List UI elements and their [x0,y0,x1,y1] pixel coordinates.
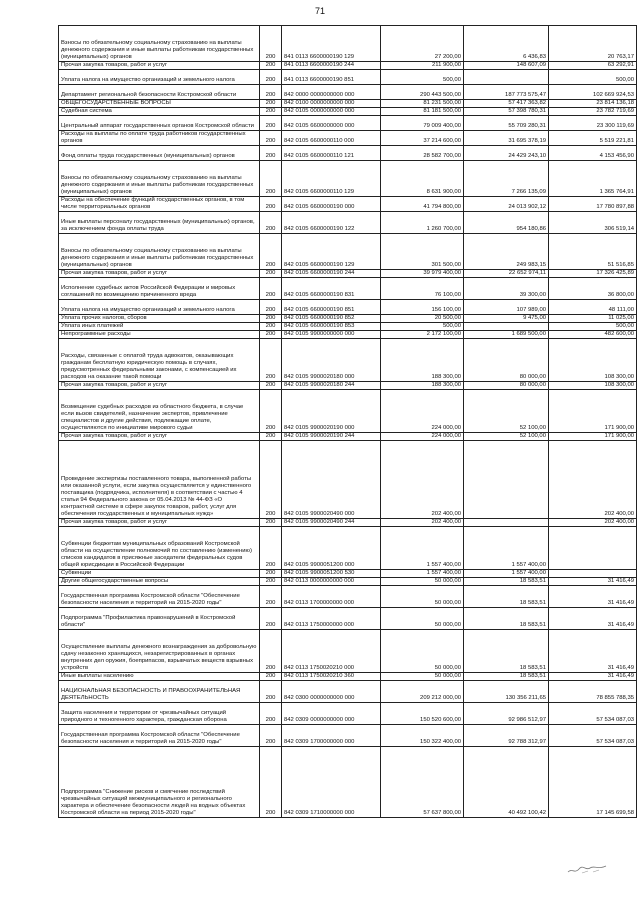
row-name-cell: Государственная программа Костромской области "Обеспечение безопасности населения и территорий на 2015-2020 годы" [59,725,260,747]
row-remaining-cell: 171 900,00 [549,433,637,441]
row-approved-cell: 39 979 400,00 [381,270,464,278]
row-name-cell: Прочая закупка товаров, работ и услуг [59,382,260,390]
table-row [59,100,637,108]
budget-table [58,25,637,818]
row-executed-cell: 18 583,51 [464,630,549,673]
row-approved-cell: 209 212 000,00 [381,681,464,703]
row-remaining-cell: 23 782 719,69 [549,108,637,116]
row-code-cell: 200 [260,70,282,85]
row-code-cell: 200 [260,382,282,390]
row-name-cell: Прочая закупка товаров, работ и услуг [59,519,260,527]
row-executed-cell: 1 557 400,00 [464,527,549,570]
row-executed-cell: 18 583,51 [464,673,549,681]
row-remaining-cell: 17 780 897,88 [549,197,637,212]
row-classification-cell: 842 0105 6600000110 129 [282,161,381,197]
row-approved-cell: 224 000,00 [381,433,464,441]
row-classification-cell: 842 0309 1710000000 000 [282,747,381,818]
row-classification-cell: 842 0309 1700000000 000 [282,725,381,747]
table-row [59,586,637,608]
row-name-cell: Центральный аппарат государственных органов Костромской области [59,116,260,131]
row-code-cell: 200 [260,586,282,608]
row-remaining-cell: 57 534 087,03 [549,725,637,747]
row-classification-cell: 842 0105 6600000190 000 [282,197,381,212]
row-code-cell: 200 [260,390,282,433]
row-approved-cell: 150 520 600,00 [381,703,464,725]
row-remaining-cell: 500,00 [549,323,637,331]
row-code-cell: 200 [260,197,282,212]
row-code-cell: 200 [260,100,282,108]
row-name-cell: Другие общегосударственные вопросы [59,578,260,586]
row-name-cell: Защита населения и территории от чрезвычайных ситуаций природного и техногенного характера, гражданская оборона [59,703,260,725]
row-approved-cell: 188 300,00 [381,382,464,390]
row-classification-cell: 842 0113 1750020210 000 [282,630,381,673]
row-approved-cell: 28 582 700,00 [381,146,464,161]
row-code-cell: 200 [260,234,282,270]
row-approved-cell: 211 900,00 [381,62,464,70]
row-executed-cell: 107 989,00 [464,300,549,315]
table-row [59,441,637,519]
row-classification-cell: 842 0105 6600000000 000 [282,116,381,131]
row-remaining-cell: 108 300,00 [549,339,637,382]
row-classification-cell: 841 0113 6600000190 244 [282,62,381,70]
row-remaining-cell: 31 416,49 [549,578,637,586]
row-remaining-cell: 5 519 221,81 [549,131,637,146]
row-name-cell: Непрограммные расходы [59,331,260,339]
row-code-cell: 200 [260,630,282,673]
table-body [59,26,637,818]
row-remaining-cell: 36 800,00 [549,278,637,300]
row-approved-cell: 8 631 900,00 [381,161,464,197]
row-approved-cell: 50 000,00 [381,673,464,681]
row-approved-cell: 224 000,00 [381,390,464,433]
row-code-cell: 200 [260,570,282,578]
row-approved-cell: 500,00 [381,323,464,331]
row-approved-cell: 81 231 500,00 [381,100,464,108]
row-name-cell: Взносы по обязательному социальному страхованию на выплаты денежного содержания и иные выплаты работникам государственных (муниципальных) органов [59,234,260,270]
row-classification-cell: 842 0100 0000000000 000 [282,100,381,108]
row-name-cell: НАЦИОНАЛЬНАЯ БЕЗОПАСНОСТЬ И ПРАВООХРАНИТЕЛЬНАЯ ДЕЯТЕЛЬНОСТЬ [59,681,260,703]
row-remaining-cell: 20 763,17 [549,26,637,62]
row-remaining-cell: 500,00 [549,70,637,85]
row-executed-cell: 57 398 780,31 [464,108,549,116]
row-code-cell: 200 [260,315,282,323]
row-executed-cell: 80 000,00 [464,382,549,390]
table-row [59,382,637,390]
row-code-cell: 200 [260,212,282,234]
row-remaining-cell: 202 400,00 [549,519,637,527]
row-classification-cell: 842 0105 9900000000 000 [282,331,381,339]
row-remaining-cell: 482 600,00 [549,331,637,339]
row-code-cell: 200 [260,331,282,339]
table-row [59,70,637,85]
row-classification-cell: 842 0105 9900020180 000 [282,339,381,382]
row-approved-cell: 1 557 400,00 [381,570,464,578]
row-executed-cell: 92 788 312,97 [464,725,549,747]
row-approved-cell: 50 000,00 [381,586,464,608]
row-remaining-cell: 31 416,49 [549,673,637,681]
row-name-cell: Прочая закупка товаров, работ и услуг [59,62,260,70]
row-classification-cell: 842 0105 6600000190 853 [282,323,381,331]
table-row [59,116,637,131]
row-code-cell: 200 [260,519,282,527]
row-name-cell: Субвенции [59,570,260,578]
row-classification-cell: 842 0000 0000000000 000 [282,85,381,100]
row-classification-cell: 842 0105 6600000190 244 [282,270,381,278]
table-row [59,578,637,586]
row-code-cell: 200 [260,278,282,300]
row-code-cell: 200 [260,725,282,747]
row-classification-cell: 842 0105 6600000110 121 [282,146,381,161]
row-name-cell: Иные выплаты персоналу государственных (муниципальных) органов, за исключением фонда оплаты труда [59,212,260,234]
row-code-cell: 200 [260,116,282,131]
row-name-cell: Подпрограмма "Профилактика правонарушений в Костромской области" [59,608,260,630]
row-approved-cell: 27 200,00 [381,26,464,62]
row-classification-cell: 841 0113 6600000190 129 [282,26,381,62]
row-code-cell: 200 [260,62,282,70]
table-row [59,673,637,681]
row-executed-cell: 31 695 378,19 [464,131,549,146]
table-row [59,270,637,278]
row-approved-cell: 1 260 700,00 [381,212,464,234]
table-row [59,234,637,270]
row-approved-cell: 150 322 400,00 [381,725,464,747]
row-remaining-cell: 48 111,00 [549,300,637,315]
row-name-cell: Взносы по обязательному социальному страхованию на выплаты денежного содержания и иные выплаты работникам государственных (муниципальных) органов [59,26,260,62]
row-approved-cell: 290 443 500,00 [381,85,464,100]
row-executed-cell: 954 180,86 [464,212,549,234]
table-row [59,331,637,339]
row-classification-cell: 842 0113 0000000000 000 [282,578,381,586]
row-name-cell: Расходы на выплаты по оплате труда работников государственных органов [59,131,260,146]
row-executed-cell [464,70,549,85]
row-name-cell: Уплата налога на имущество организаций и земельного налога [59,70,260,85]
row-remaining-cell: 23 300 119,69 [549,116,637,131]
row-classification-cell: 842 0105 9900020190 244 [282,433,381,441]
row-approved-cell: 50 000,00 [381,578,464,586]
table-row [59,131,637,146]
row-code-cell: 200 [260,300,282,315]
row-name-cell: Подпрограмма "Снижение рисков и смягчение последствий чрезвычайных ситуаций межмуниципального и регионального характера и обеспечение безопасности людей на водных объектах Костромской области на период 2015-2020 годы" [59,747,260,818]
table-row [59,630,637,673]
row-approved-cell: 79 009 400,00 [381,116,464,131]
row-remaining-cell: 171 900,00 [549,390,637,433]
row-executed-cell: 130 356 211,65 [464,681,549,703]
row-executed-cell: 249 983,15 [464,234,549,270]
row-approved-cell: 202 400,00 [381,519,464,527]
table-row [59,681,637,703]
row-executed-cell: 7 266 135,09 [464,161,549,197]
row-approved-cell: 76 100,00 [381,278,464,300]
row-remaining-cell [549,570,637,578]
row-executed-cell: 57 417 363,82 [464,100,549,108]
table-row [59,85,637,100]
row-code-cell: 200 [260,441,282,519]
row-name-cell: ОБЩЕГОСУДАРСТВЕННЫЕ ВОПРОСЫ [59,100,260,108]
row-approved-cell: 202 400,00 [381,441,464,519]
row-remaining-cell: 11 025,00 [549,315,637,323]
row-code-cell: 200 [260,339,282,382]
row-classification-cell: 842 0105 0000000000 000 [282,108,381,116]
row-executed-cell: 148 607,09 [464,62,549,70]
row-classification-cell: 842 0113 1750000000 000 [282,608,381,630]
row-code-cell: 200 [260,323,282,331]
row-remaining-cell: 31 416,49 [549,630,637,673]
row-name-cell: Судебная система [59,108,260,116]
row-classification-cell: 842 0105 6600000190 851 [282,300,381,315]
row-code-cell: 200 [260,608,282,630]
table-row [59,747,637,818]
row-code-cell: 200 [260,747,282,818]
row-remaining-cell [549,527,637,570]
table-row [59,725,637,747]
table-row [59,527,637,570]
table-row [59,146,637,161]
row-classification-cell: 842 0300 0000000000 000 [282,681,381,703]
row-executed-cell: 9 475,00 [464,315,549,323]
row-code-cell: 200 [260,681,282,703]
row-executed-cell [464,519,549,527]
row-approved-cell: 57 637 800,00 [381,747,464,818]
row-classification-cell: 842 0113 1750020210 360 [282,673,381,681]
row-classification-cell: 841 0113 6600000190 851 [282,70,381,85]
row-approved-cell: 50 000,00 [381,608,464,630]
row-approved-cell: 188 300,00 [381,339,464,382]
row-remaining-cell: 102 669 924,53 [549,85,637,100]
row-name-cell: Взносы по обязательному социальному страхованию на выплаты денежного содержания и иные выплаты работникам государственных (муниципальных) органов [59,161,260,197]
row-approved-cell: 2 172 100,00 [381,331,464,339]
row-code-cell: 200 [260,433,282,441]
row-approved-cell: 41 794 800,00 [381,197,464,212]
row-name-cell: Уплата иных платежей [59,323,260,331]
row-executed-cell: 1 557 400,00 [464,570,549,578]
table-row [59,433,637,441]
row-approved-cell: 500,00 [381,70,464,85]
row-remaining-cell: 108 300,00 [549,382,637,390]
row-remaining-cell: 51 516,85 [549,234,637,270]
row-executed-cell: 92 986 512,97 [464,703,549,725]
row-name-cell: Фонд оплаты труда государственных (муниципальных) органов [59,146,260,161]
row-executed-cell: 1 689 500,00 [464,331,549,339]
row-classification-cell: 842 0309 0000000000 000 [282,703,381,725]
row-code-cell: 200 [260,578,282,586]
row-remaining-cell: 4 153 456,90 [549,146,637,161]
row-remaining-cell: 1 365 764,91 [549,161,637,197]
row-executed-cell: 40 492 100,42 [464,747,549,818]
row-remaining-cell: 57 534 087,03 [549,703,637,725]
table-row [59,570,637,578]
row-name-cell: Уплата прочих налогов, сборов [59,315,260,323]
row-remaining-cell: 31 416,49 [549,586,637,608]
table-row [59,212,637,234]
table-row [59,26,637,62]
table-row [59,339,637,382]
row-name-cell: Иные выплаты населению [59,673,260,681]
table-row [59,300,637,315]
row-executed-cell [464,441,549,519]
row-executed-cell: 52 100,00 [464,433,549,441]
row-approved-cell: 50 000,00 [381,630,464,673]
row-executed-cell: 187 773 575,47 [464,85,549,100]
row-executed-cell: 24 013 902,12 [464,197,549,212]
row-remaining-cell: 306 519,14 [549,212,637,234]
row-approved-cell: 1 557 400,00 [381,527,464,570]
row-name-cell: Департамент региональной безопасности Костромской области [59,85,260,100]
row-remaining-cell: 23 814 136,18 [549,100,637,108]
row-code-cell: 200 [260,131,282,146]
row-classification-cell: 842 0105 9900020180 244 [282,382,381,390]
row-classification-cell: 842 0105 6600000190 122 [282,212,381,234]
table-row [59,161,637,197]
table-row [59,62,637,70]
row-remaining-cell: 17 145 699,58 [549,747,637,818]
row-code-cell: 200 [260,26,282,62]
row-code-cell: 200 [260,146,282,161]
row-executed-cell: 6 436,83 [464,26,549,62]
row-name-cell: Прочая закупка товаров, работ и услуг [59,270,260,278]
row-name-cell: Субвенции бюджетам муниципальных образований Костромской области на осуществление полномочий по составлению (изменению) списков кандидатов в присяжные заседатели федеральных судов общей юрисдикции в Российской Федерации [59,527,260,570]
table-row [59,197,637,212]
row-classification-cell: 842 0105 9900020190 000 [282,390,381,433]
row-name-cell: Уплата налога на имущество организаций и земельного налога [59,300,260,315]
row-name-cell: Расходы на обеспечение функций государственных органов, в том числе территориальных органов [59,197,260,212]
row-name-cell: Проведение экспертизы поставленного товара, выполненной работы или оказанной услуги, если закупка осуществляется у единственного поставщика (подрядчика, исполнителя) в соответствии с частью 4 статьи 94 Федерального закона от 05.04.2013 № 44-ФЗ «О контрактной системе в сфере закупок товаров, работ, услуг для обеспечения государственных и муниципальных нужд» [59,441,260,519]
row-classification-cell: 842 0105 9900051200 530 [282,570,381,578]
row-executed-cell: 52 100,00 [464,390,549,433]
row-approved-cell: 156 100,00 [381,300,464,315]
row-approved-cell: 20 500,00 [381,315,464,323]
row-name-cell: Исполнение судебных актов Российской Федерации и мировых соглашений по возмещению причиненного вреда [59,278,260,300]
row-executed-cell: 22 652 974,11 [464,270,549,278]
row-executed-cell: 24 429 243,10 [464,146,549,161]
row-remaining-cell: 63 292,91 [549,62,637,70]
table-row [59,323,637,331]
row-code-cell: 200 [260,527,282,570]
row-name-cell: Государственная программа Костромской области "Обеспечение безопасности населения и территорий на 2015-2020 годы" [59,586,260,608]
row-classification-cell: 842 0105 6600000190 831 [282,278,381,300]
row-code-cell: 200 [260,85,282,100]
row-executed-cell: 39 300,00 [464,278,549,300]
row-name-cell: Прочая закупка товаров, работ и услуг [59,433,260,441]
row-remaining-cell: 17 326 425,89 [549,270,637,278]
row-code-cell: 200 [260,161,282,197]
row-name-cell: Осуществление выплаты денежного вознаграждения за добровольную сдачу незаконно хранящихся, незарегистрированных в органах внутренних дел оружия, боеприпасов, взрывчатых веществ взрывных устройств [59,630,260,673]
table-row [59,703,637,725]
table-row [59,608,637,630]
row-approved-cell: 81 181 500,00 [381,108,464,116]
table-row [59,278,637,300]
row-classification-cell: 842 0105 9900051200 000 [282,527,381,570]
row-classification-cell: 842 0105 9900020490 000 [282,441,381,519]
row-code-cell: 200 [260,108,282,116]
row-name-cell: Расходы, связанные с оплатой труда адвокатов, оказывающих гражданам бесплатную юридическую помощь в случаях, предусмотренных федеральными законами, с компенсацией их расходов на оказание такой помощи [59,339,260,382]
row-executed-cell: 18 583,51 [464,586,549,608]
row-executed-cell: 80 000,00 [464,339,549,382]
row-classification-cell: 842 0105 6600000110 000 [282,131,381,146]
row-executed-cell [464,323,549,331]
row-approved-cell: 37 214 600,00 [381,131,464,146]
row-executed-cell: 55 709 280,31 [464,116,549,131]
row-remaining-cell: 78 855 788,35 [549,681,637,703]
row-approved-cell: 301 500,00 [381,234,464,270]
table-row [59,390,637,433]
row-classification-cell: 842 0105 6600000190 852 [282,315,381,323]
row-classification-cell: 842 0105 9900020490 244 [282,519,381,527]
row-name-cell: Возмещение судебных расходов из областного бюджета, в случае если вызов свидетелей, назначение экспертов, привлечение специалистов и другие действия, подлежащие оплате, осуществляются по инициативе мирового судьи [59,390,260,433]
row-remaining-cell: 202 400,00 [549,441,637,519]
table-row [59,108,637,116]
row-executed-cell: 18 583,51 [464,608,549,630]
row-remaining-cell: 31 416,49 [549,608,637,630]
row-classification-cell: 842 0105 6600000190 129 [282,234,381,270]
signature-mark [566,862,608,876]
page-number: 71 [314,6,325,16]
row-code-cell: 200 [260,270,282,278]
table-row [59,315,637,323]
table-row [59,519,637,527]
row-executed-cell: 18 583,51 [464,578,549,586]
row-classification-cell: 842 0113 1700000000 000 [282,586,381,608]
row-code-cell: 200 [260,673,282,681]
row-code-cell: 200 [260,703,282,725]
